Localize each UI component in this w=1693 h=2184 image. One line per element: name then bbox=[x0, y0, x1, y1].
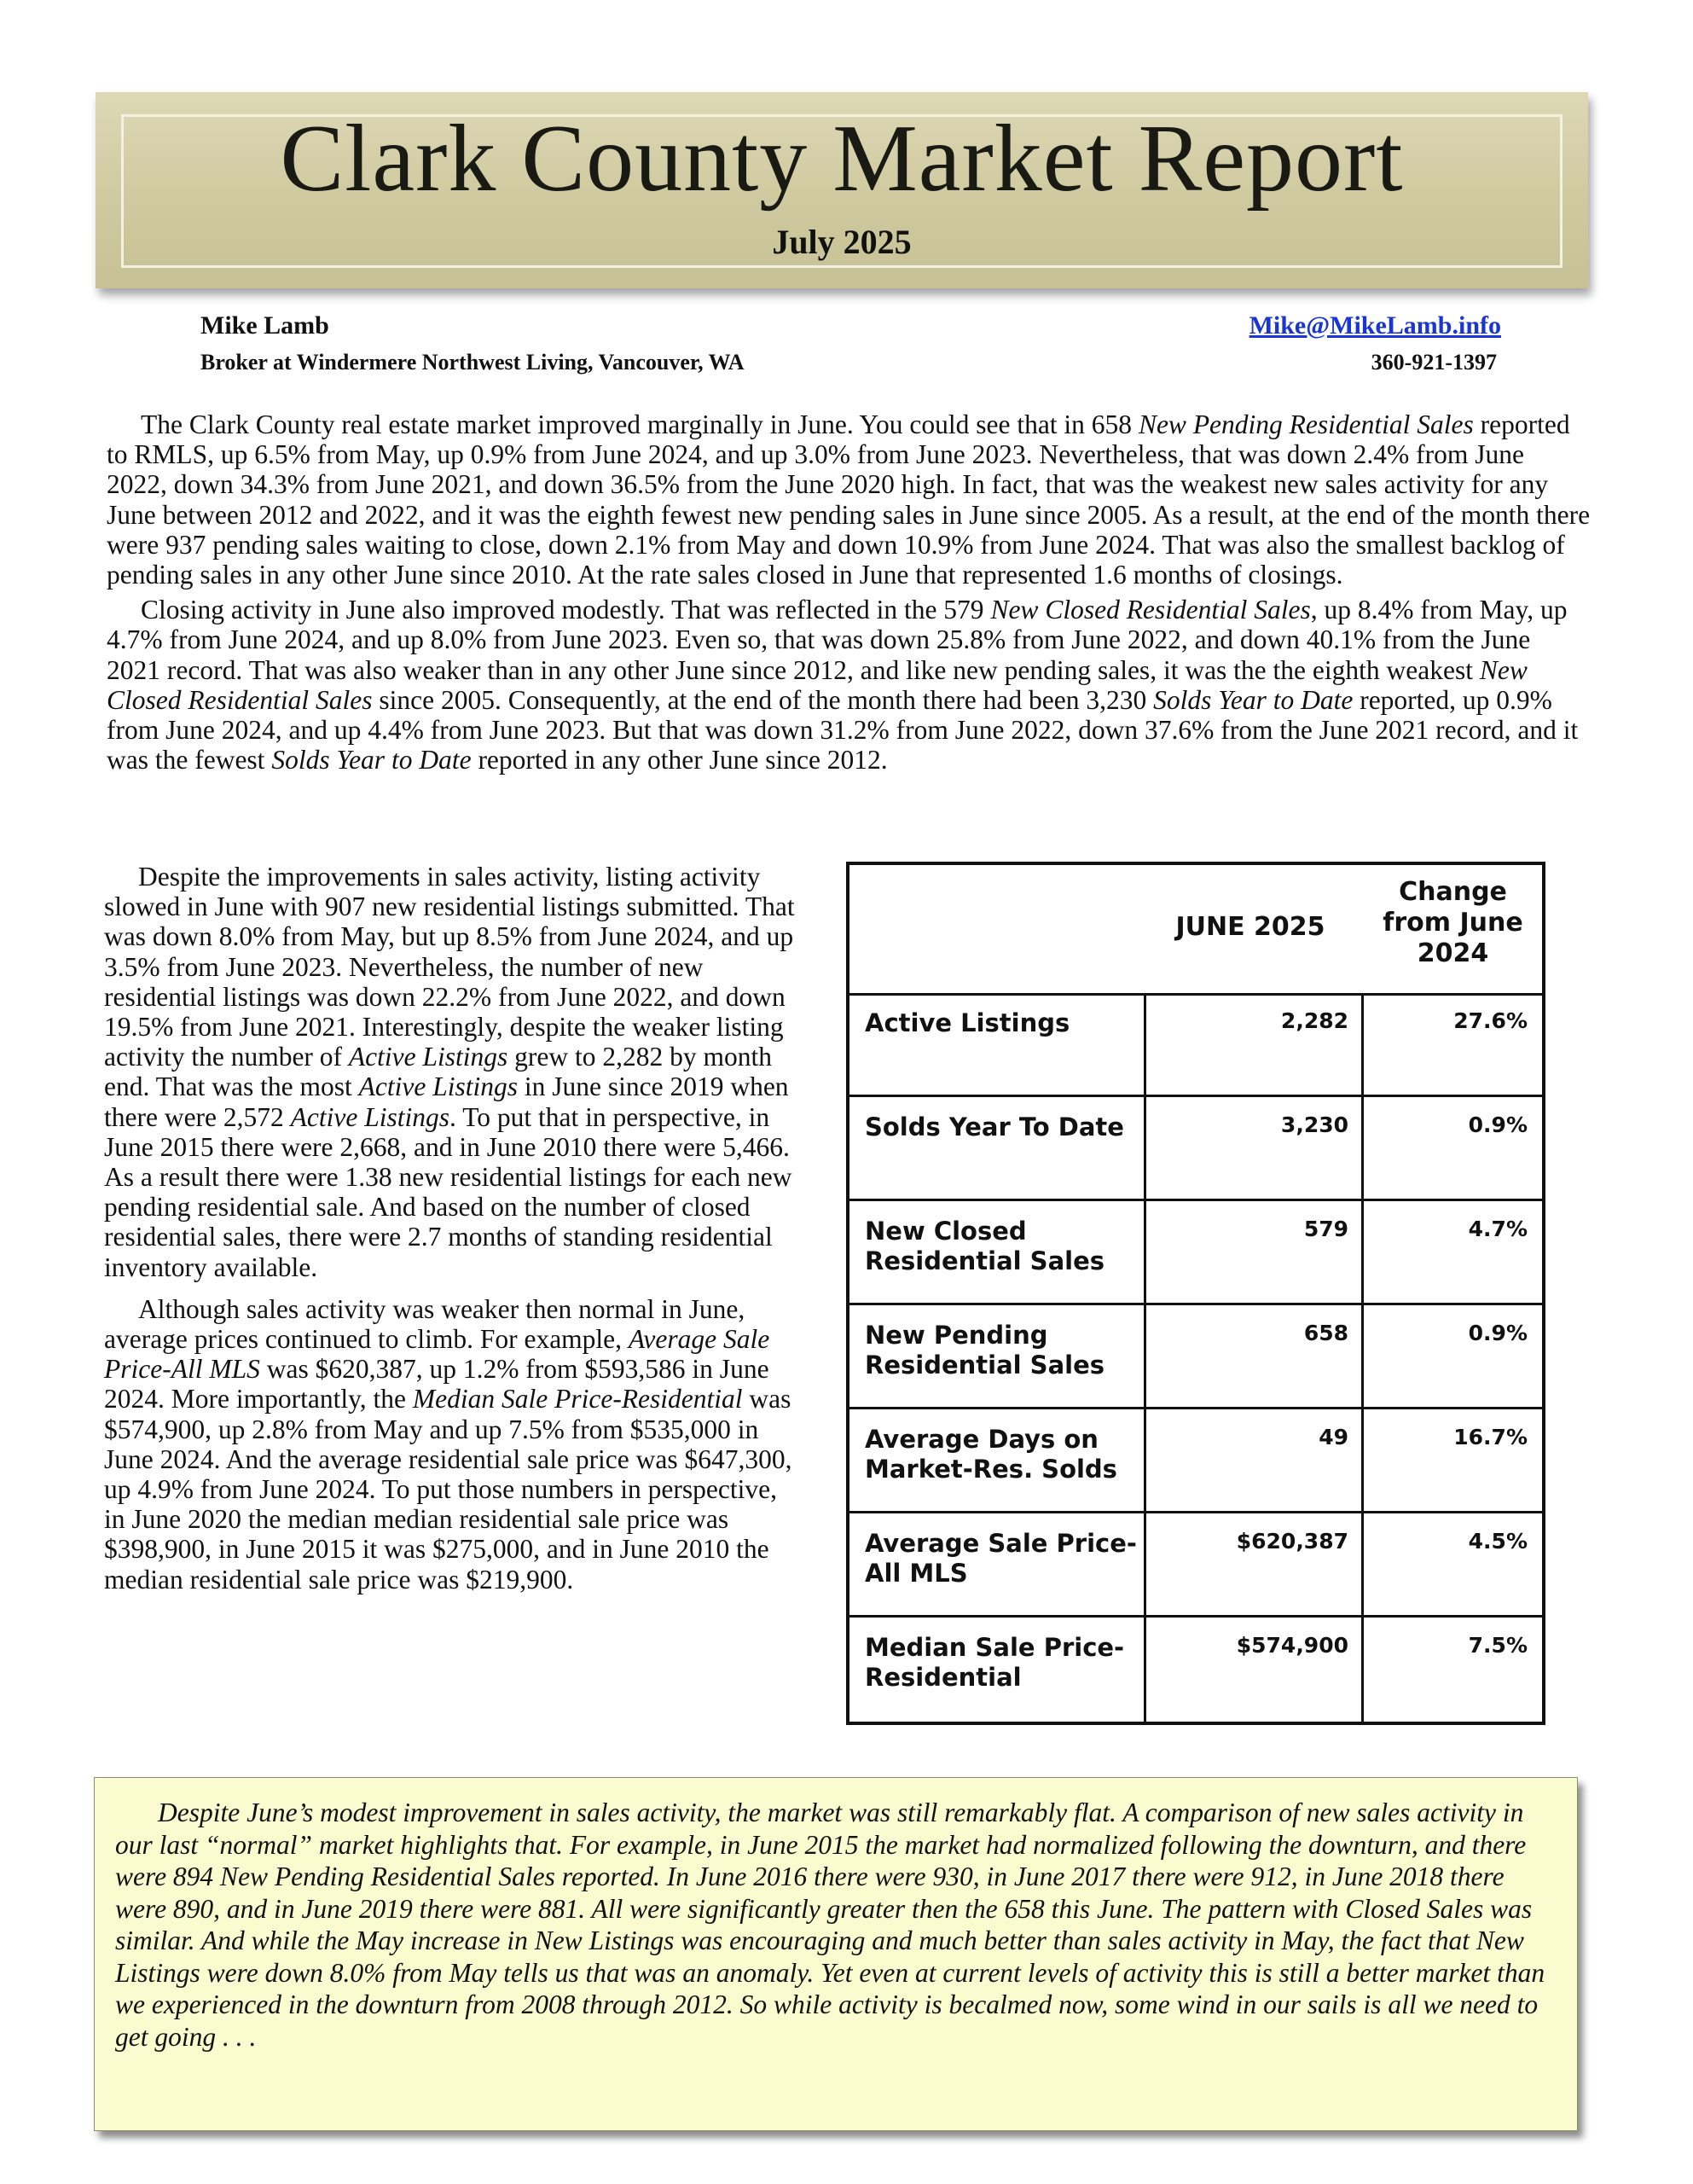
row-value: 658 bbox=[1303, 1321, 1348, 1345]
row-change: 7.5% bbox=[1468, 1633, 1528, 1658]
intro-paragraph-1: The Clark County real estate market improved marginally in June. You could see that in 658 New Pending Residential Sales reported to RMLS, up 6.5% from May, up 0.9% from June 2024, and up 3.0% from June 2023. Nevertheless, that was down 2.4% from June 2022, down 34.3% from June 2021, and down 36.5% from the June 2020 high. In fact, that was the weakest new sales activity for any June between 2012 and 2022, and it was the eighth fewest new pending sales in June since 2005. As a result, at the end of the month there were 937 pending sales waiting to close, down 2.1% from May and down 10.9% from June 2024. That was also the smallest backlog of pending sales in any other June since 2010. At the rate sales closed in June that represented 1.6 months of closings. bbox=[107, 410, 1591, 590]
row-value: $574,900 bbox=[1236, 1633, 1348, 1658]
row-label: Median Sale Price-Residential bbox=[865, 1633, 1125, 1692]
report-date: July 2025 bbox=[772, 223, 912, 261]
row-change: 0.9% bbox=[1468, 1112, 1528, 1137]
listings-paragraph: Despite the improvements in sales activity, listing activity slowed in June with 907 new residential listings submitted. That was down 8.0% from May, but up 8.5% from June 2024, and up 3.5% from June 2023. Nevertheless, the number of new residential listings was down 22.2% from June 2022, and down 19.5% from June 2021. Interestingly, despite the weaker listing activity the number of Active Listings grew to 2,282 by month end. That was the most Active Listings in June since 2019 when there were 2,572 Active Listings. To put that in perspective, in June 2015 there were 2,668, and in June 2010 there were 5,466. As a result there were 1.38 new residential listings for each new pending residential sale. And based on the number of closed residential sales, there were 2.7 months of standing residential inventory available. bbox=[104, 862, 795, 1282]
summary-text: Despite June’s modest improvement in sales activity, the market was still remarkably flat. A comparison of new sales activity in our last “normal” market highlights that. For example, in June 2015 the market had normalized following the downturn, and there were 894 New Pending Residential Sales reported. In June 2016 there were 930, in June 2017 there were 912, in June 2018 there were 890, and in June 2019 there were 881. All were significantly greater then the 658 this June. The pattern with Closed Sales was similar. And while the May increase in New Listings was encouraging and much better than sales activity in May, the fact that New Listings were down 8.0% from May tells us that was an anomaly. Yet even at current levels of activity this is still a better market than we experienced in the downturn from 2008 through 2012. So while activity is becalmed now, some wind in our sails is all we need to get going . . . bbox=[115, 1798, 1545, 2052]
author-name: Mike Lamb bbox=[200, 311, 329, 340]
row-value: $620,387 bbox=[1236, 1529, 1348, 1554]
author-role: Broker at Windermere Northwest Living, Vancouver, WA bbox=[200, 350, 745, 375]
row-value: 49 bbox=[1319, 1425, 1348, 1449]
row-change: 4.5% bbox=[1468, 1529, 1528, 1554]
author-email-link[interactable]: Mike@MikeLamb.info bbox=[1249, 311, 1501, 340]
table-row-days-on-market bbox=[849, 1409, 1542, 1513]
author-phone: 360-921-1397 bbox=[1371, 350, 1497, 375]
row-label: Average Days on Market-Res. Solds bbox=[865, 1425, 1117, 1484]
row-label: New Closed Residential Sales bbox=[865, 1217, 1105, 1275]
intro-section bbox=[107, 410, 1591, 780]
table-row-median-price bbox=[849, 1618, 1542, 1719]
table-row-new-pending bbox=[849, 1305, 1542, 1409]
prices-paragraph: Although sales activity was weaker then normal in June, average prices continued to climb. For example, Average Sale Price-All MLS was $620,387, up 1.2% from $593,586 in June 2024. More importantly, the Median Sale Price-Residential was $574,900, up 2.8% from May and up 7.5% from $535,000 in June 2024. And the average residential sale price was $647,300, up 4.9% from June 2024. To put those numbers in perspective, in June 2020 the median median residential sale price was $398,900, in June 2015 it was $275,000, and in June 2010 the median residential sale price was $219,900. bbox=[104, 1293, 792, 1594]
intro-paragraph-2: Closing activity in June also improved modestly. That was reflected in the 579 New Closed Residential Sales, up 8.4% from May, up 4.7% from June 2024, and up 8.0% from June 2023. Even so, that was down 25.8% from June 2022, and down 40.1% from the June 2021 record. That was also weaker than in any other June since 2012, and like new pending sales, it was the the eighth weakest New Closed Residential Sales since 2005. Consequently, at the end of the month there had been 3,230 Solds Year to Date reported, up 0.9% from June 2024, and up 4.4% from June 2023. But that was down 31.2% from June 2022, down 37.6% from the June 2021 record, and it was the fewest Solds Year to Date reported in any other June since 2012. bbox=[107, 595, 1579, 775]
summary-box bbox=[94, 1777, 1578, 2131]
table-row-average-price bbox=[849, 1513, 1542, 1618]
title-banner bbox=[96, 92, 1588, 288]
row-change: 16.7% bbox=[1453, 1425, 1528, 1449]
row-label: New Pending Residential Sales bbox=[865, 1321, 1105, 1380]
row-value: 579 bbox=[1303, 1217, 1348, 1241]
row-change: 0.9% bbox=[1468, 1321, 1528, 1345]
market-stats-table bbox=[846, 862, 1545, 1725]
table-header bbox=[849, 865, 1542, 996]
left-column bbox=[104, 862, 795, 1606]
report-title: Clark County Market Report bbox=[280, 106, 1404, 212]
row-label: Solds Year To Date bbox=[865, 1112, 1124, 1141]
row-value: 3,230 bbox=[1280, 1112, 1348, 1137]
table-row-new-closed bbox=[849, 1201, 1542, 1305]
row-label: Average Sale Price- All MLS bbox=[865, 1529, 1137, 1588]
row-value: 2,282 bbox=[1280, 1008, 1348, 1033]
table-row-solds-ytd bbox=[849, 1097, 1542, 1201]
row-label: Active Listings bbox=[865, 1008, 1070, 1037]
table-row-active-listings bbox=[849, 993, 1542, 1097]
row-change: 27.6% bbox=[1453, 1008, 1528, 1033]
column-header-change: Change from June 2024 bbox=[1383, 877, 1523, 968]
column-header-june-2025: JUNE 2025 bbox=[1175, 912, 1325, 942]
row-change: 4.7% bbox=[1468, 1217, 1528, 1241]
